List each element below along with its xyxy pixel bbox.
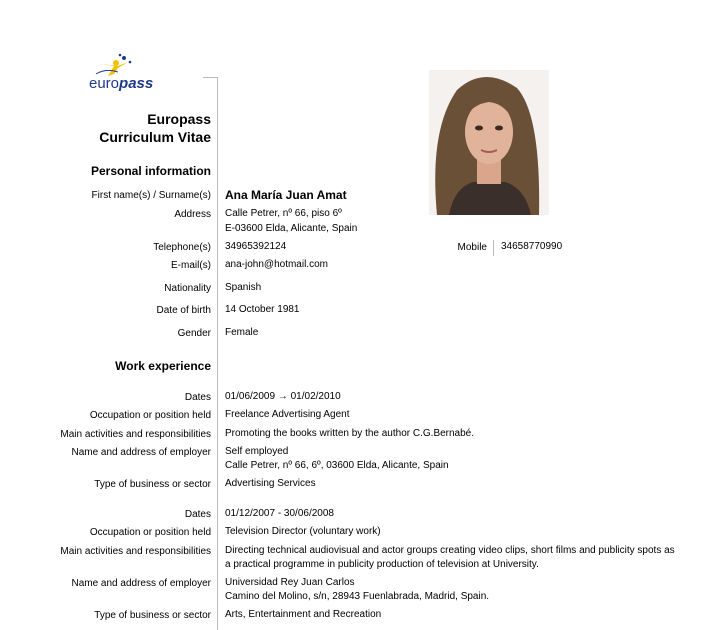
gender-value: Female	[225, 327, 259, 338]
job2-occupation-label: Occupation or position held	[89, 527, 211, 538]
mobile-divider	[493, 240, 494, 256]
nationality-value: Spanish	[225, 282, 262, 293]
logo-text-euro: euro	[89, 75, 120, 92]
job1-activities: Promoting the books written by the author C.G.Bernabé.	[225, 428, 475, 439]
dob-value: 14 October 1981	[225, 304, 300, 315]
job1-business-label: Type of business or sector	[94, 479, 211, 490]
mobile-value: 34658770990	[501, 241, 563, 252]
address-label: Address	[174, 209, 211, 220]
job1-occupation: Freelance Advertising Agent	[225, 409, 350, 420]
job1-business: Advertising Services	[225, 478, 316, 489]
telephone-value: 34965392124	[225, 241, 287, 252]
column-divider	[217, 77, 218, 630]
job1-occupation-label: Occupation or position held	[89, 410, 211, 421]
title-line-2: Curriculum Vitae	[99, 129, 211, 145]
name-label: First name(s) / Surname(s)	[91, 190, 211, 201]
job2-employer-line-1: Universidad Rey Juan Carlos	[225, 577, 355, 588]
job2-dates-label: Dates	[184, 509, 211, 520]
email-label: E-mail(s)	[171, 260, 211, 271]
job2-employer-label: Name and address of employer	[71, 578, 211, 589]
gender-label: Gender	[177, 328, 211, 339]
logo-text-pass: pass	[119, 75, 154, 92]
job2-business-label: Type of business or sector	[94, 610, 211, 621]
cv-title	[99, 110, 211, 146]
job1-dates: 01/06/2009 → 01/02/2010	[225, 391, 341, 402]
section-personal-heading: Personal information	[90, 164, 211, 178]
job2-dates: 01/12/2007 - 30/06/2008	[225, 508, 334, 519]
email-value[interactable]: ana-john@hotmail.com	[225, 259, 328, 270]
section-work-heading: Work experience	[115, 359, 211, 373]
address-line-1: Calle Petrer, nº 66, piso 6º	[225, 208, 342, 219]
job2-occupation: Television Director (voluntary work)	[225, 526, 381, 537]
divider-top	[203, 77, 217, 78]
telephone-label: Telephone(s)	[153, 242, 211, 253]
nationality-label: Nationality	[164, 283, 211, 294]
address-line-2: E-03600 Elda, Alicante, Spain	[225, 223, 358, 234]
profile-photo	[429, 70, 549, 215]
job2-activities-line-2: a practical programme in publicity production of television at University.	[225, 559, 539, 570]
job1-employer-line-1: Self employed	[225, 446, 289, 457]
job1-activities-label: Main activities and responsibilities	[60, 429, 211, 440]
portrait-image	[429, 70, 549, 215]
job1-dates-label: Dates	[184, 392, 211, 403]
title-line-1: Europass	[147, 111, 211, 127]
dob-label: Date of birth	[156, 305, 211, 316]
job2-activities-label: Main activities and responsibilities	[60, 546, 211, 557]
job1-employer-line-2: Calle Petrer, nº 66, 6º, 03600 Elda, Alicante, Spain	[225, 460, 449, 471]
name-value: Ana María Juan Amat	[225, 188, 347, 202]
europass-logo	[80, 52, 160, 96]
job1-employer-label: Name and address of employer	[71, 447, 211, 458]
job2-business: Arts, Entertainment and Recreation	[225, 609, 382, 620]
job2-employer-line-2: Camino del Molino, s/n, 28943 Fuenlabrada, Madrid, Spain.	[225, 591, 490, 602]
mobile-label: Mobile	[457, 242, 487, 253]
job2-activities-line-1: Directing technical audiovisual and actor groups creating video clips, short films and publicity spots as	[225, 545, 675, 556]
